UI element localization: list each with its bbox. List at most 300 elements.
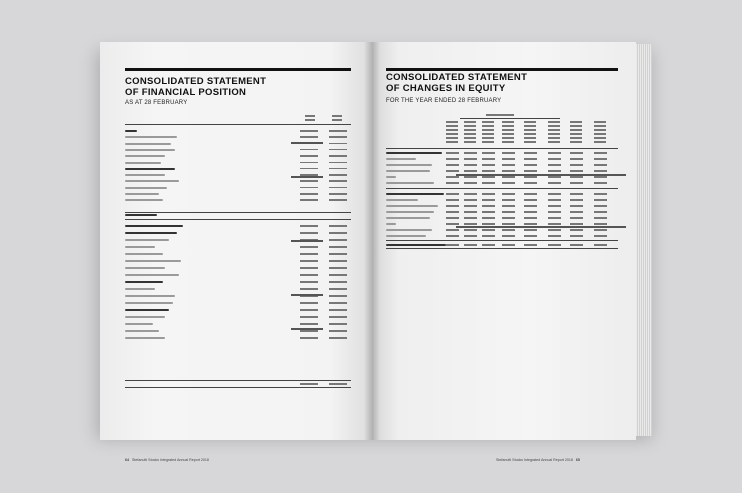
- subtotal-box: [291, 176, 323, 178]
- fine-print-line: [386, 182, 434, 184]
- amount-mark: [300, 288, 318, 290]
- fine-print-line: [386, 152, 442, 154]
- column-header-mark: [502, 121, 514, 123]
- right-title-line2: OF CHANGES IN EQUITY: [386, 83, 506, 94]
- amount-mark: [524, 211, 537, 213]
- amount-mark: [464, 235, 477, 237]
- column-header-mark: [464, 137, 476, 139]
- amount-mark: [594, 211, 607, 213]
- fine-print-line: [125, 162, 161, 164]
- amount-mark: [446, 229, 459, 231]
- amount-mark: [502, 235, 515, 237]
- amount-mark: [502, 170, 515, 172]
- column-header-mark: [524, 133, 536, 135]
- fine-print-line: [125, 337, 165, 339]
- column-header-mark: [548, 125, 560, 127]
- left-subtitle: AS AT 28 FEBRUARY: [125, 100, 188, 106]
- column-header-mark: [524, 121, 536, 123]
- amount-mark: [502, 244, 515, 246]
- amount-mark: [482, 223, 495, 225]
- amount-mark: [446, 176, 459, 178]
- column-header-mark: [502, 141, 514, 143]
- amount-mark: [482, 170, 495, 172]
- amount-mark: [548, 211, 561, 213]
- amount-mark: [300, 246, 318, 248]
- amount-mark: [464, 205, 477, 207]
- column-header-mark: [502, 133, 514, 135]
- amount-mark: [464, 170, 477, 172]
- amount-mark: [524, 152, 537, 154]
- column-header-mark: [524, 125, 536, 127]
- amount-mark: [464, 193, 477, 195]
- amount-mark: [548, 170, 561, 172]
- column-header-mark: [305, 115, 315, 117]
- column-header-mark: [502, 125, 514, 127]
- amount-mark: [300, 136, 318, 138]
- amount-mark: [570, 211, 583, 213]
- left-footer-text: Stefanutti Stocks Integrated Annual Report 2018: [132, 458, 209, 462]
- amount-mark: [548, 193, 561, 195]
- fine-print-line: [125, 309, 169, 311]
- fine-print-line: [125, 149, 175, 151]
- fine-print-line: [125, 302, 173, 304]
- column-header-mark: [446, 133, 458, 135]
- fine-print-line: [386, 199, 418, 201]
- amount-mark: [524, 244, 537, 246]
- fine-print-line: [125, 232, 177, 234]
- table-rule: [386, 148, 618, 149]
- amount-mark: [300, 323, 318, 325]
- amount-mark: [548, 164, 561, 166]
- amount-mark: [300, 316, 318, 318]
- table-rule: [125, 212, 351, 213]
- right-page-number: 65: [575, 458, 580, 462]
- amount-mark: [464, 176, 477, 178]
- amount-mark: [482, 164, 495, 166]
- amount-mark: [329, 316, 347, 318]
- amount-mark: [329, 193, 347, 195]
- amount-mark: [446, 158, 459, 160]
- right-title-line1: CONSOLIDATED STATEMENT: [386, 72, 528, 83]
- subtotal-box: [291, 328, 323, 330]
- amount-mark: [502, 217, 515, 219]
- amount-mark: [594, 152, 607, 154]
- amount-mark: [502, 211, 515, 213]
- amount-mark: [464, 211, 477, 213]
- amount-mark: [524, 199, 537, 201]
- amount-mark: [524, 182, 537, 184]
- fine-print-line: [386, 217, 430, 219]
- amount-mark: [446, 211, 459, 213]
- fine-print-line: [386, 211, 434, 213]
- fine-print-line: [386, 176, 396, 178]
- amount-mark: [594, 193, 607, 195]
- amount-mark: [329, 174, 347, 176]
- column-header-mark: [464, 141, 476, 143]
- amount-mark: [300, 232, 318, 234]
- amount-mark: [502, 158, 515, 160]
- fine-print-line: [125, 253, 163, 255]
- page-edges: [636, 44, 652, 436]
- column-header-mark: [332, 115, 342, 117]
- amount-mark: [524, 170, 537, 172]
- amount-mark: [329, 260, 347, 262]
- amount-mark: [300, 168, 318, 170]
- column-header-mark: [570, 137, 582, 139]
- amount-mark: [329, 337, 347, 339]
- amount-mark: [482, 158, 495, 160]
- amount-mark: [464, 152, 477, 154]
- amount-mark: [464, 217, 477, 219]
- fine-print-line: [125, 295, 175, 297]
- column-header-mark: [548, 129, 560, 131]
- amount-mark: [548, 205, 561, 207]
- amount-mark: [329, 225, 347, 227]
- amount-mark: [464, 199, 477, 201]
- amount-mark: [548, 176, 561, 178]
- column-header-mark: [446, 129, 458, 131]
- subtotal-box: [456, 174, 626, 176]
- amount-mark: [464, 182, 477, 184]
- amount-mark: [594, 182, 607, 184]
- column-header-mark: [548, 137, 560, 139]
- amount-mark: [570, 229, 583, 231]
- column-header-mark: [446, 121, 458, 123]
- amount-mark: [300, 225, 318, 227]
- amount-mark: [548, 244, 561, 246]
- column-header-mark: [524, 141, 536, 143]
- amount-mark: [524, 229, 537, 231]
- fine-print-line: [125, 330, 159, 332]
- amount-mark: [329, 274, 347, 276]
- amount-mark: [570, 152, 583, 154]
- column-header-mark: [482, 133, 494, 135]
- amount-mark: [446, 152, 459, 154]
- amount-mark: [329, 281, 347, 283]
- left-page-number: 64: [125, 458, 129, 462]
- table-rule: [125, 387, 351, 388]
- column-header-mark: [446, 137, 458, 139]
- amount-mark: [502, 223, 515, 225]
- subtotal-box: [456, 226, 626, 228]
- fine-print-line: [125, 193, 159, 195]
- fine-print-line: [386, 205, 438, 207]
- fine-print-line: [125, 239, 169, 241]
- amount-mark: [482, 235, 495, 237]
- amount-mark: [502, 164, 515, 166]
- amount-mark: [524, 193, 537, 195]
- column-header-mark: [594, 133, 606, 135]
- amount-mark: [329, 180, 347, 182]
- fine-print-line: [125, 180, 179, 182]
- column-header-mark: [570, 133, 582, 135]
- amount-mark: [329, 143, 347, 145]
- column-header-mark: [570, 141, 582, 143]
- fine-print-line: [386, 223, 396, 225]
- amount-mark: [548, 152, 561, 154]
- fine-print-line: [125, 174, 165, 176]
- amount-mark: [482, 193, 495, 195]
- title-rule: [386, 68, 618, 71]
- column-header-mark: [570, 129, 582, 131]
- fine-print-line: [125, 155, 165, 157]
- table-rule: [125, 380, 351, 381]
- fine-print-line: [386, 170, 430, 172]
- column-header-mark: [482, 125, 494, 127]
- amount-mark: [502, 152, 515, 154]
- column-header-mark: [502, 137, 514, 139]
- amount-mark: [329, 309, 347, 311]
- subtotal-box: [291, 294, 323, 296]
- fine-print-line: [386, 193, 444, 195]
- amount-mark: [446, 223, 459, 225]
- column-header-mark: [446, 125, 458, 127]
- column-header-mark: [464, 125, 476, 127]
- amount-mark: [594, 217, 607, 219]
- amount-mark: [300, 267, 318, 269]
- amount-mark: [482, 152, 495, 154]
- amount-mark: [300, 253, 318, 255]
- amount-mark: [482, 199, 495, 201]
- amount-mark: [502, 199, 515, 201]
- column-header-mark: [548, 141, 560, 143]
- amount-mark: [300, 330, 318, 332]
- table-rule: [386, 240, 618, 241]
- amount-mark: [446, 244, 459, 246]
- column-header-mark: [570, 121, 582, 123]
- column-header-mark: [464, 129, 476, 131]
- amount-mark: [300, 302, 318, 304]
- column-header-mark: [524, 129, 536, 131]
- amount-mark: [594, 244, 607, 246]
- amount-mark: [300, 199, 318, 201]
- amount-mark: [570, 223, 583, 225]
- amount-mark: [524, 164, 537, 166]
- amount-mark: [300, 309, 318, 311]
- amount-mark: [329, 168, 347, 170]
- amount-mark: [524, 158, 537, 160]
- fine-print-line: [125, 168, 175, 170]
- amount-mark: [502, 205, 515, 207]
- amount-mark: [329, 199, 347, 201]
- amount-mark: [464, 244, 477, 246]
- amount-mark: [446, 170, 459, 172]
- amount-mark: [502, 193, 515, 195]
- fine-print-line: [125, 130, 137, 132]
- amount-mark: [329, 323, 347, 325]
- fine-print-line: [125, 281, 163, 283]
- fine-print-line: [125, 225, 183, 227]
- column-header-mark: [502, 129, 514, 131]
- amount-mark: [570, 244, 583, 246]
- column-header-mark: [305, 119, 315, 121]
- amount-mark: [524, 235, 537, 237]
- table-rule: [460, 118, 560, 119]
- amount-mark: [594, 223, 607, 225]
- amount-mark: [594, 170, 607, 172]
- column-header-mark: [570, 125, 582, 127]
- amount-mark: [300, 130, 318, 132]
- amount-mark: [570, 170, 583, 172]
- amount-mark: [548, 199, 561, 201]
- amount-mark: [482, 217, 495, 219]
- amount-mark: [446, 205, 459, 207]
- right-subtitle: FOR THE YEAR ENDED 28 FEBRUARY: [386, 98, 502, 104]
- amount-mark: [329, 295, 347, 297]
- column-header-mark: [594, 141, 606, 143]
- left-footer: [125, 458, 209, 462]
- amount-mark: [446, 217, 459, 219]
- amount-mark: [594, 158, 607, 160]
- amount-mark: [300, 274, 318, 276]
- amount-mark: [570, 199, 583, 201]
- subtotal-box: [291, 240, 323, 242]
- amount-mark: [446, 193, 459, 195]
- amount-mark: [300, 180, 318, 182]
- amount-mark: [482, 229, 495, 231]
- amount-mark: [502, 182, 515, 184]
- left-title-line2: OF FINANCIAL POSITION: [125, 87, 247, 98]
- title-rule: [125, 68, 351, 71]
- amount-mark: [329, 149, 347, 151]
- amount-mark: [300, 187, 318, 189]
- amount-mark: [548, 217, 561, 219]
- table-rule: [125, 219, 351, 220]
- fine-print-line: [125, 187, 167, 189]
- amount-mark: [594, 229, 607, 231]
- amount-mark: [570, 205, 583, 207]
- amount-mark: [482, 205, 495, 207]
- table-rule: [125, 124, 351, 125]
- amount-mark: [548, 223, 561, 225]
- column-header-mark: [594, 121, 606, 123]
- column-header-mark: [524, 137, 536, 139]
- fine-print-line: [125, 288, 155, 290]
- left-title-line1: CONSOLIDATED STATEMENT: [125, 76, 267, 87]
- amount-mark: [570, 235, 583, 237]
- amount-mark: [329, 267, 347, 269]
- fine-print-line: [125, 323, 153, 325]
- amount-mark: [548, 229, 561, 231]
- amount-mark: [329, 187, 347, 189]
- amount-mark: [524, 176, 537, 178]
- fine-print-line: [125, 316, 165, 318]
- column-header-mark: [332, 119, 342, 121]
- amount-mark: [329, 330, 347, 332]
- fine-print-line: [125, 274, 179, 276]
- amount-mark: [300, 383, 318, 385]
- fine-print-line: [125, 143, 171, 145]
- column-header-mark: [482, 137, 494, 139]
- amount-mark: [464, 158, 477, 160]
- column-header-mark: [446, 141, 458, 143]
- amount-mark: [570, 182, 583, 184]
- amount-mark: [594, 176, 607, 178]
- fine-print-line: [125, 199, 163, 201]
- column-header-mark: [548, 121, 560, 123]
- fine-print-line: [125, 246, 155, 248]
- amount-mark: [594, 164, 607, 166]
- column-header-mark: [482, 141, 494, 143]
- amount-mark: [464, 164, 477, 166]
- amount-mark: [329, 232, 347, 234]
- amount-mark: [524, 223, 537, 225]
- amount-mark: [329, 130, 347, 132]
- table-rule: [386, 248, 618, 249]
- amount-mark: [594, 235, 607, 237]
- amount-mark: [329, 162, 347, 164]
- amount-mark: [502, 176, 515, 178]
- amount-mark: [464, 229, 477, 231]
- fine-print-line: [125, 136, 177, 138]
- fine-print-line: [386, 158, 416, 160]
- amount-mark: [329, 246, 347, 248]
- column-header-mark: [548, 133, 560, 135]
- book-spine: [364, 42, 380, 440]
- column-header-mark: [594, 137, 606, 139]
- fine-print-line: [125, 214, 157, 216]
- amount-mark: [300, 337, 318, 339]
- amount-mark: [446, 235, 459, 237]
- amount-mark: [300, 149, 318, 151]
- column-header-mark: [482, 129, 494, 131]
- amount-mark: [446, 164, 459, 166]
- amount-mark: [300, 260, 318, 262]
- amount-mark: [300, 162, 318, 164]
- column-header-mark: [464, 121, 476, 123]
- amount-mark: [329, 136, 347, 138]
- amount-mark: [502, 229, 515, 231]
- column-header-mark: [594, 129, 606, 131]
- column-header-mark: [482, 121, 494, 123]
- fine-print-line: [125, 260, 181, 262]
- amount-mark: [329, 302, 347, 304]
- amount-mark: [548, 158, 561, 160]
- amount-mark: [524, 205, 537, 207]
- amount-mark: [482, 244, 495, 246]
- table-rule: [386, 188, 618, 189]
- amount-mark: [594, 199, 607, 201]
- amount-mark: [329, 253, 347, 255]
- amount-mark: [300, 155, 318, 157]
- amount-mark: [570, 217, 583, 219]
- amount-mark: [482, 211, 495, 213]
- fine-print-line: [386, 164, 432, 166]
- amount-mark: [329, 288, 347, 290]
- amount-mark: [446, 182, 459, 184]
- amount-mark: [482, 182, 495, 184]
- amount-mark: [446, 199, 459, 201]
- fine-print-line: [386, 244, 446, 246]
- amount-mark: [548, 235, 561, 237]
- right-page: [372, 42, 636, 462]
- amount-mark: [300, 193, 318, 195]
- amount-mark: [524, 217, 537, 219]
- fine-print-line: [386, 235, 426, 237]
- amount-mark: [329, 383, 347, 385]
- amount-mark: [300, 281, 318, 283]
- right-footer-text: Stefanutti Stocks Integrated Annual Report 2018: [496, 458, 573, 462]
- amount-mark: [570, 193, 583, 195]
- left-page: [100, 42, 372, 462]
- amount-mark: [329, 239, 347, 241]
- subtotal-box: [291, 142, 323, 144]
- amount-mark: [570, 164, 583, 166]
- column-group-mark: [486, 114, 514, 116]
- fine-print-line: [386, 229, 432, 231]
- amount-mark: [482, 176, 495, 178]
- fine-print-line: [125, 267, 165, 269]
